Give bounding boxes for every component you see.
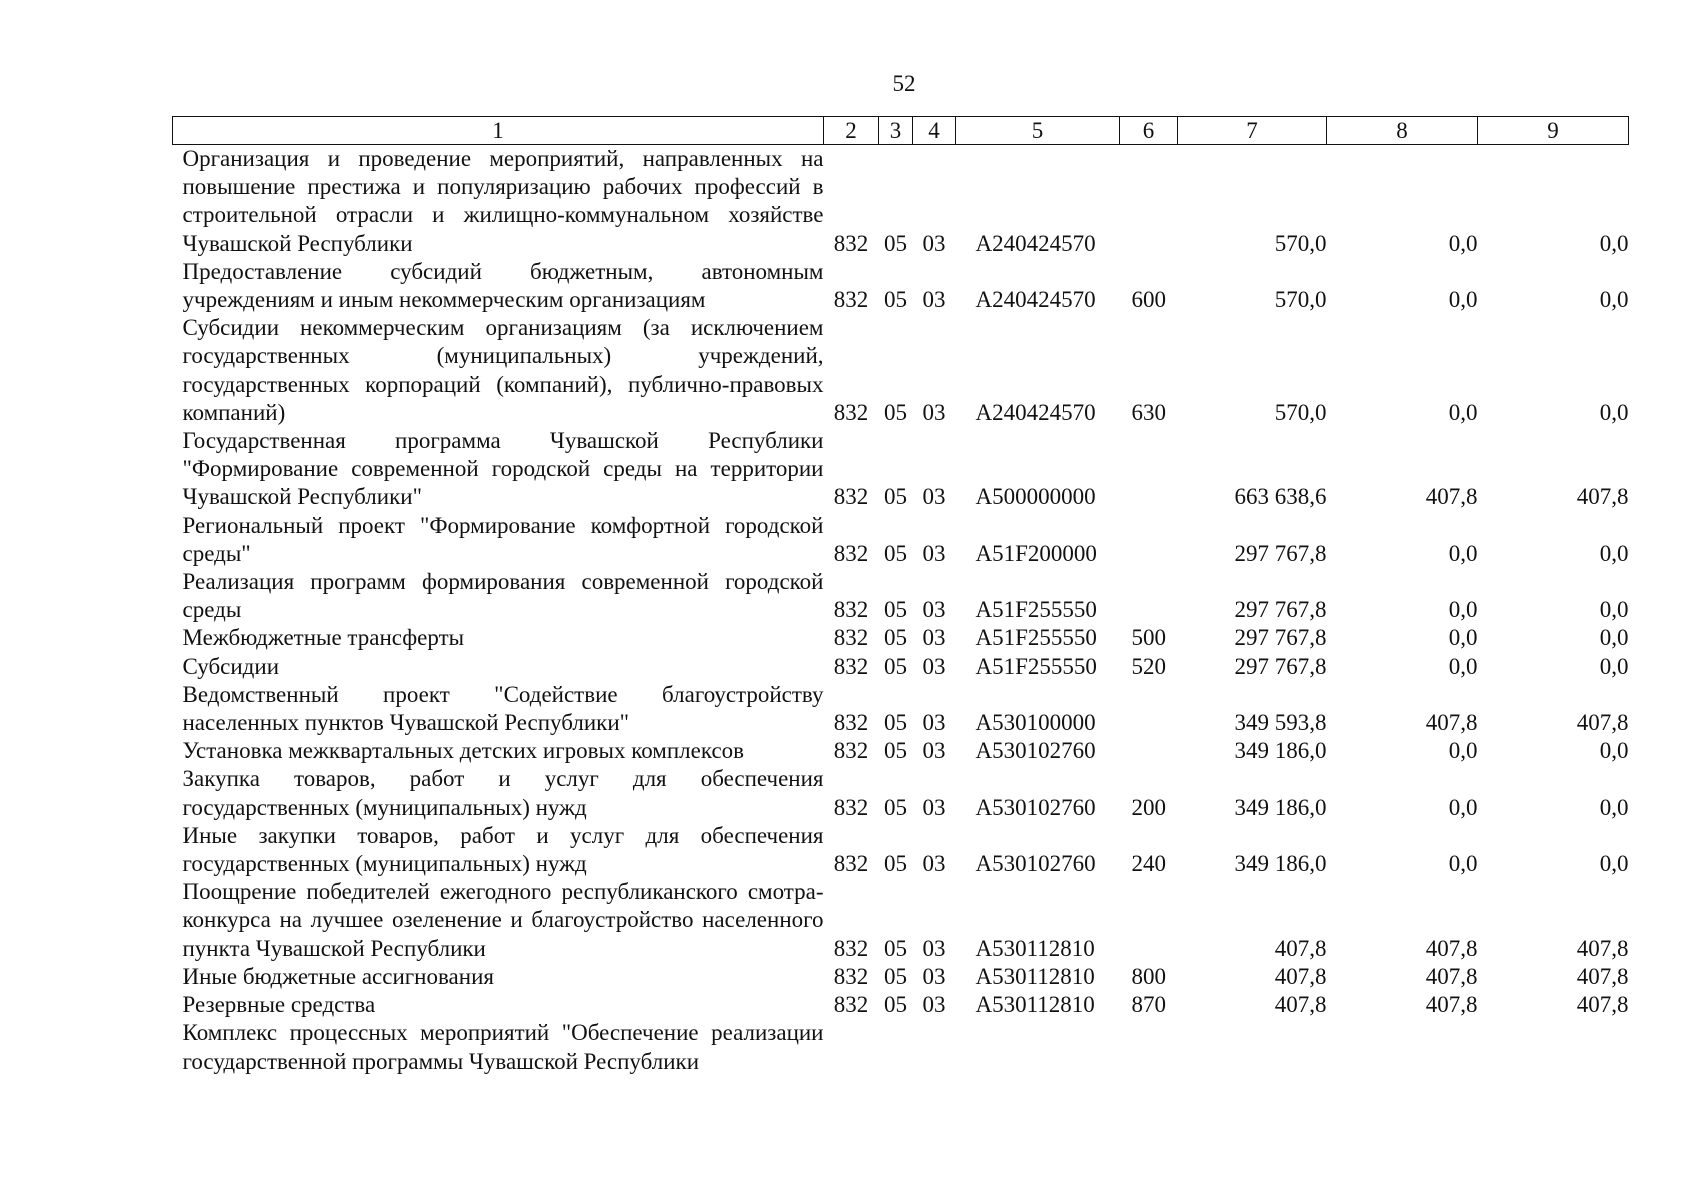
cell-target-article xyxy=(956,1019,1120,1075)
cell-amount-col7: 349 186,0 xyxy=(1234,794,1327,820)
cell-section-code: 05 xyxy=(884,484,907,510)
cell-subsection-code: 03 xyxy=(922,653,946,679)
cell-description: Поощрение победителей ежегодного республиканского смотра-конкурса на лучшее озеленение и благоустройство населенного пункта Чувашской Республики xyxy=(182,879,824,961)
header-col-4: 4 xyxy=(913,117,956,145)
cell-amount-col9: 0,0 xyxy=(1599,230,1629,256)
cell-ministry-code: 832 xyxy=(833,992,869,1018)
cell-section-code: 05 xyxy=(884,287,907,313)
cell-subsection-code: 03 xyxy=(922,851,946,877)
cell-amount-col8: 407,8 xyxy=(1425,710,1478,736)
cell-amount-col9: 0,0 xyxy=(1599,597,1629,623)
cell-amount-col8: 407,8 xyxy=(1425,484,1478,510)
cell-expense-type xyxy=(1120,427,1178,512)
header-col-2: 2 xyxy=(824,117,879,145)
cell-amount-col7: 349 186,0 xyxy=(1234,738,1327,764)
cell-amount-col7: 349 593,8 xyxy=(1234,710,1327,736)
cell-subsection-code: 03 xyxy=(922,287,946,313)
cell-amount-col8: 0,0 xyxy=(1448,625,1478,651)
table-row xyxy=(173,765,1629,821)
cell-amount-col9: 407,8 xyxy=(1576,710,1629,736)
cell-amount-col8: 407,8 xyxy=(1425,992,1478,1018)
table-body xyxy=(173,145,1629,1076)
cell-amount-col7: 663 638,6 xyxy=(1234,484,1327,510)
header-col-7: 7 xyxy=(1178,117,1327,145)
cell-section-code: 05 xyxy=(884,230,907,256)
cell-target-article: A500000000 xyxy=(975,484,1096,510)
cell-amount-col8: 0,0 xyxy=(1448,399,1478,425)
cell-amount-col9: 0,0 xyxy=(1599,625,1629,651)
cell-expense-type xyxy=(1120,737,1178,765)
cell-section-code: 05 xyxy=(884,935,907,961)
table-row xyxy=(173,427,1629,512)
cell-expense-type xyxy=(1120,568,1178,624)
header-col-1: 1 xyxy=(173,117,824,145)
cell-ministry-code: 832 xyxy=(833,230,869,256)
cell-subsection-code: 03 xyxy=(922,230,946,256)
cell-ministry-code: 832 xyxy=(833,794,869,820)
cell-target-article: A530112810 xyxy=(975,963,1095,989)
cell-description: Установка межквартальных детских игровых комплексов xyxy=(182,738,745,764)
cell-subsection-code: 03 xyxy=(922,399,946,425)
cell-ministry-code: 832 xyxy=(833,851,869,877)
cell-section-code: 05 xyxy=(884,794,907,820)
cell-section-code: 05 xyxy=(884,540,907,566)
cell-target-article: A530100000 xyxy=(975,710,1096,736)
cell-amount-col8: 0,0 xyxy=(1448,851,1478,877)
cell-description: Межбюджетные трансферты xyxy=(182,625,465,651)
cell-subsection-code: 03 xyxy=(922,710,946,736)
cell-target-article: A530102760 xyxy=(975,794,1096,820)
table-header xyxy=(173,117,1629,145)
cell-description: Реализация программ формирования современной городской среды xyxy=(182,569,824,623)
cell-subsection-code: 03 xyxy=(922,738,946,764)
cell-subsection-code: 03 xyxy=(922,484,946,510)
cell-amount-col9: 407,8 xyxy=(1576,935,1629,961)
cell-expense-type xyxy=(1120,878,1178,963)
cell-amount-col8: 0,0 xyxy=(1448,597,1478,623)
cell-amount-col8: 0,0 xyxy=(1448,287,1478,313)
cell-section-code: 05 xyxy=(884,963,907,989)
cell-amount-col9: 0,0 xyxy=(1599,851,1629,877)
cell-expense-type: 870 xyxy=(1131,992,1166,1018)
header-col-6: 6 xyxy=(1120,117,1178,145)
cell-ministry-code: 832 xyxy=(833,399,869,425)
cell-ministry-code: 832 xyxy=(833,653,869,679)
cell-target-article: A530102760 xyxy=(975,738,1096,764)
cell-ministry-code: 832 xyxy=(833,963,869,989)
header-col-8: 8 xyxy=(1327,117,1478,145)
table-row xyxy=(173,1019,1629,1075)
cell-expense-type xyxy=(1120,1019,1178,1075)
cell-expense-type: 200 xyxy=(1131,794,1166,820)
cell-amount-col9: 0,0 xyxy=(1599,794,1629,820)
cell-amount-col7: 407,8 xyxy=(1274,992,1327,1018)
cell-description: Субсидии некоммерческим организациям (за исключением государственных (муниципальных) учреждений, государственных корпораций (компаний), публично-правовых компаний) xyxy=(182,315,824,425)
cell-section-code: 05 xyxy=(884,738,907,764)
page-number: 52 xyxy=(892,71,916,96)
cell-amount-col8 xyxy=(1327,1019,1478,1075)
table-row xyxy=(173,878,1629,963)
header-col-5: 5 xyxy=(956,117,1120,145)
cell-amount-col9: 0,0 xyxy=(1599,399,1629,425)
header-col-3: 3 xyxy=(879,117,913,145)
cell-ministry-code xyxy=(824,1019,879,1075)
cell-section-code: 05 xyxy=(884,992,907,1018)
cell-subsection-code: 03 xyxy=(922,540,946,566)
header-row xyxy=(173,117,1629,145)
cell-section-code: 05 xyxy=(884,710,907,736)
cell-amount-col8: 0,0 xyxy=(1448,794,1478,820)
budget-table xyxy=(172,116,1629,1076)
table-row xyxy=(173,822,1629,878)
cell-target-article: A51F255550 xyxy=(975,653,1097,679)
cell-ministry-code: 832 xyxy=(833,625,869,651)
cell-description: Организация и проведение мероприятий, направленных на повышение престижа и популяризацию рабочих профессий в строительной отрасли и жилищно-коммунальном хозяйстве Чувашской Республики xyxy=(182,146,824,256)
cell-expense-type: 500 xyxy=(1131,625,1166,651)
cell-amount-col9: 0,0 xyxy=(1599,540,1629,566)
cell-description: Закупка товаров, работ и услуг для обеспечения государственных (муниципальных) нужд xyxy=(182,766,824,820)
cell-subsection-code: 03 xyxy=(922,963,946,989)
table-row xyxy=(173,737,1629,765)
cell-subsection-code: 03 xyxy=(922,597,946,623)
cell-amount-col8: 407,8 xyxy=(1425,963,1478,989)
cell-section-code: 05 xyxy=(884,653,907,679)
cell-target-article: A530102760 xyxy=(975,851,1096,877)
cell-target-article: A530112810 xyxy=(975,935,1095,961)
cell-amount-col7 xyxy=(1178,1019,1327,1075)
cell-target-article: A51F255550 xyxy=(975,625,1097,651)
cell-amount-col7: 297 767,8 xyxy=(1234,540,1327,566)
cell-expense-type xyxy=(1120,512,1178,568)
cell-expense-type: 520 xyxy=(1131,653,1166,679)
cell-ministry-code: 832 xyxy=(833,540,869,566)
cell-amount-col9: 407,8 xyxy=(1576,484,1629,510)
cell-subsection-code xyxy=(913,1019,956,1075)
cell-subsection-code: 03 xyxy=(922,992,946,1018)
cell-ministry-code: 832 xyxy=(833,710,869,736)
cell-amount-col7: 407,8 xyxy=(1274,963,1327,989)
cell-description: Ведомственный проект "Содействие благоустройству населенных пунктов Чувашской Республики" xyxy=(182,681,824,736)
cell-description: Иные бюджетные ассигнования xyxy=(182,963,494,989)
cell-section-code: 05 xyxy=(884,399,907,425)
cell-amount-col8: 0,0 xyxy=(1448,230,1478,256)
cell-subsection-code: 03 xyxy=(922,625,946,651)
cell-amount-col7: 570,0 xyxy=(1274,230,1327,256)
table-row xyxy=(173,624,1629,652)
cell-target-article: A240424570 xyxy=(975,287,1096,313)
header-col-9: 9 xyxy=(1478,117,1629,145)
cell-ministry-code: 832 xyxy=(833,738,869,764)
cell-amount-col7: 570,0 xyxy=(1274,399,1327,425)
cell-expense-type: 240 xyxy=(1131,851,1166,877)
cell-target-article: A240424570 xyxy=(975,230,1096,256)
cell-ministry-code: 832 xyxy=(833,484,869,510)
cell-target-article: A51F255550 xyxy=(975,597,1097,623)
cell-description: Государственная программа Чувашской Республики "Формирование современной городской среды на территории Чувашской Республики" xyxy=(182,428,824,510)
cell-amount-col8: 407,8 xyxy=(1425,935,1478,961)
table-row xyxy=(173,681,1629,737)
cell-description: Субсидии xyxy=(182,653,280,679)
cell-ministry-code: 832 xyxy=(833,597,869,623)
cell-description: Предоставление субсидий бюджетным, автономным учреждениям и иным некоммерческим организациям xyxy=(182,258,824,313)
cell-subsection-code: 03 xyxy=(922,794,946,820)
cell-amount-col7: 297 767,8 xyxy=(1234,597,1327,623)
cell-expense-type: 630 xyxy=(1131,399,1166,425)
table-row xyxy=(173,568,1629,624)
cell-section-code xyxy=(879,1019,913,1075)
cell-amount-col7: 570,0 xyxy=(1274,287,1327,313)
cell-section-code: 05 xyxy=(884,625,907,651)
cell-ministry-code: 832 xyxy=(833,935,869,961)
cell-amount-col9: 0,0 xyxy=(1599,738,1629,764)
cell-amount-col9: 0,0 xyxy=(1599,653,1629,679)
cell-subsection-code: 03 xyxy=(922,935,946,961)
cell-amount-col7: 297 767,8 xyxy=(1234,653,1327,679)
table-row xyxy=(173,963,1629,991)
cell-amount-col7: 297 767,8 xyxy=(1234,625,1327,651)
cell-amount-col7: 349 186,0 xyxy=(1234,851,1327,877)
cell-expense-type: 800 xyxy=(1131,963,1166,989)
cell-amount-col9: 407,8 xyxy=(1576,963,1629,989)
cell-ministry-code: 832 xyxy=(833,287,869,313)
table-row xyxy=(173,512,1629,568)
cell-amount-col8: 0,0 xyxy=(1448,540,1478,566)
cell-amount-col9: 407,8 xyxy=(1576,992,1629,1018)
table-row xyxy=(173,145,1629,258)
cell-amount-col9: 0,0 xyxy=(1599,287,1629,313)
cell-expense-type xyxy=(1120,145,1178,258)
cell-description: Иные закупки товаров, работ и услуг для обеспечения государственных (муниципальных) нужд xyxy=(182,822,824,877)
cell-description: Региональный проект "Формирование комфортной городской среды" xyxy=(182,512,824,566)
cell-expense-type xyxy=(1120,681,1178,737)
cell-amount-col8: 0,0 xyxy=(1448,653,1478,679)
table-row xyxy=(173,258,1629,314)
table-row xyxy=(173,314,1629,427)
cell-description: Резервные средства xyxy=(182,992,376,1018)
cell-section-code: 05 xyxy=(884,597,907,623)
cell-expense-type: 600 xyxy=(1131,287,1166,313)
cell-target-article: A530112810 xyxy=(975,992,1095,1018)
cell-amount-col9 xyxy=(1478,1019,1629,1075)
table-row xyxy=(173,653,1629,681)
cell-target-article: A51F200000 xyxy=(975,540,1097,566)
cell-amount-col8: 0,0 xyxy=(1448,738,1478,764)
table-row xyxy=(173,991,1629,1019)
cell-description: Комплекс процессных мероприятий "Обеспечение реализации государственной программы Чувашской Республики xyxy=(182,1020,824,1074)
cell-target-article: A240424570 xyxy=(975,399,1096,425)
cell-amount-col7: 407,8 xyxy=(1274,935,1327,961)
cell-section-code: 05 xyxy=(884,851,907,877)
